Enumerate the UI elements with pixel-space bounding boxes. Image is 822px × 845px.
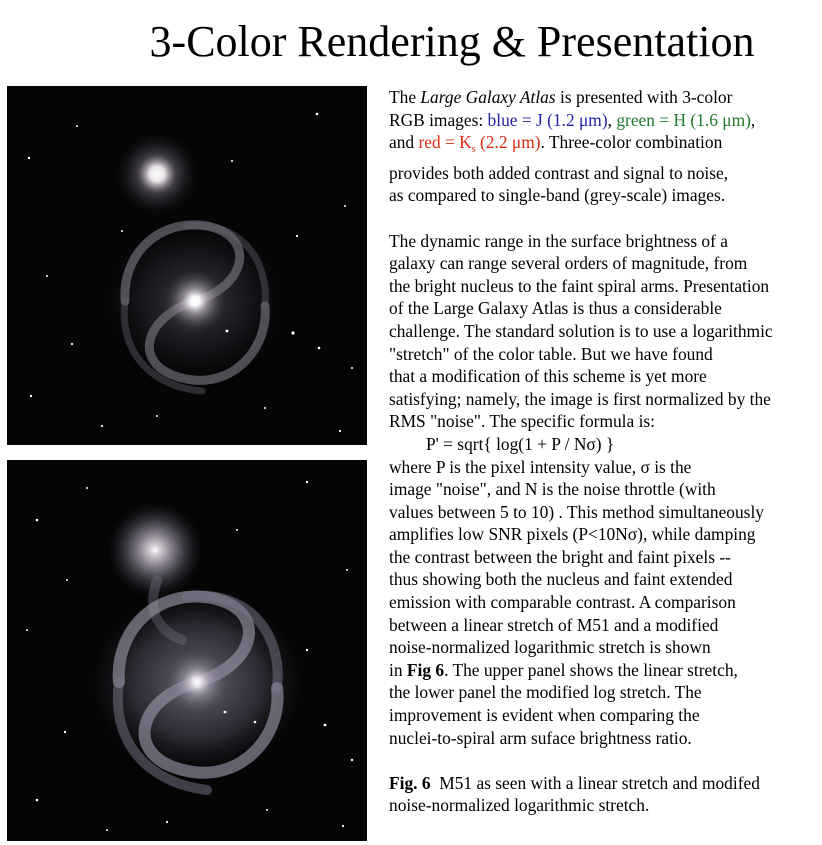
para2-line: challenge. The standard solution is to use a logarithmic — [389, 320, 773, 341]
para2-line: "stretch" of the color table. But we have found — [389, 343, 713, 364]
para2-line: The dynamic range in the surface brightness of a — [389, 230, 728, 251]
para2-line: between a linear stretch of M51 and a modified — [389, 614, 719, 635]
atlas-title-italic: Large Galaxy Atlas — [420, 87, 556, 107]
figure-caption-line1: Fig. 6 M51 as seen with a linear stretch and modifed — [389, 772, 760, 793]
para2-line: thus showing both the nucleus and faint extended — [389, 569, 733, 590]
para2-line: image "noise", and N is the noise throttle (with — [389, 479, 716, 500]
para1-line5: as compared to single-band (grey-scale) images. — [389, 185, 726, 206]
para2-line: emission with comparable contrast. A comparison — [389, 592, 736, 613]
para2-line: the bright nucleus to the faint spiral arms. Presentation — [389, 275, 770, 296]
m51-log-stretch-image — [7, 460, 367, 841]
para1-line3: and red = $K_s$ (2.2 μm). Three-color combination — [389, 132, 723, 156]
para2-line: amplifies low SNR pixels (P<10Nσ), while damping — [389, 524, 756, 545]
para2-line: where P is the pixel intensity value, σ is the — [389, 456, 692, 477]
para1-line2: RGB images: blue = J (1.2 μm), green = H (1.6 μm), — [389, 109, 756, 130]
para2-line: satisfying; namely, the image is first normalized by the — [389, 388, 771, 409]
figure-caption-line2: noise-normalized logarithmic stretch. — [389, 795, 650, 816]
para2-line: the lower panel the modified log stretch. The — [389, 682, 702, 703]
blue-band-label: blue = J (1.2 μm) — [487, 109, 608, 130]
m51-linear-stretch-image — [7, 86, 367, 445]
para2-line: that a modification of this scheme is yet more — [389, 366, 707, 387]
para2-fig-line: in Fig 6. The upper panel shows the linear stretch, — [389, 659, 738, 680]
para2-line: the contrast between the bright and faint pixels -- — [389, 546, 731, 567]
para2-line: noise-normalized logarithmic stretch is shown — [389, 637, 711, 658]
para2-line: galaxy can range several orders of magnitude, from — [389, 253, 748, 274]
para2-line: values between 5 to 10) . This method simultaneously — [389, 501, 764, 522]
page-title: 3-Color Rendering & Presentation — [149, 17, 755, 66]
formula: P' = sqrt{ log(1 + P / Nσ) } — [426, 433, 615, 454]
para2-line: of the Large Galaxy Atlas is thus a considerable — [389, 298, 722, 319]
red-band-label: red = $K_s$ (2.2 μm) — [418, 132, 541, 156]
para1-line4: provides both added contrast and signal to noise, — [389, 162, 729, 183]
para2-line: improvement is evident when comparing the — [389, 705, 700, 726]
body-text — [389, 86, 822, 817]
para1-line1: The Large Galaxy Atlas is presented with 3-color — [389, 87, 733, 107]
para2-line: RMS "noise". The specific formula is: — [389, 411, 656, 432]
para2-line: nuclei-to-spiral arm suface brightness ratio. — [389, 727, 692, 748]
green-band-label: green = H (1.6 μm) — [616, 109, 751, 130]
fig-ref: Fig 6 — [406, 659, 445, 680]
caption-label: Fig. 6 — [389, 772, 431, 793]
